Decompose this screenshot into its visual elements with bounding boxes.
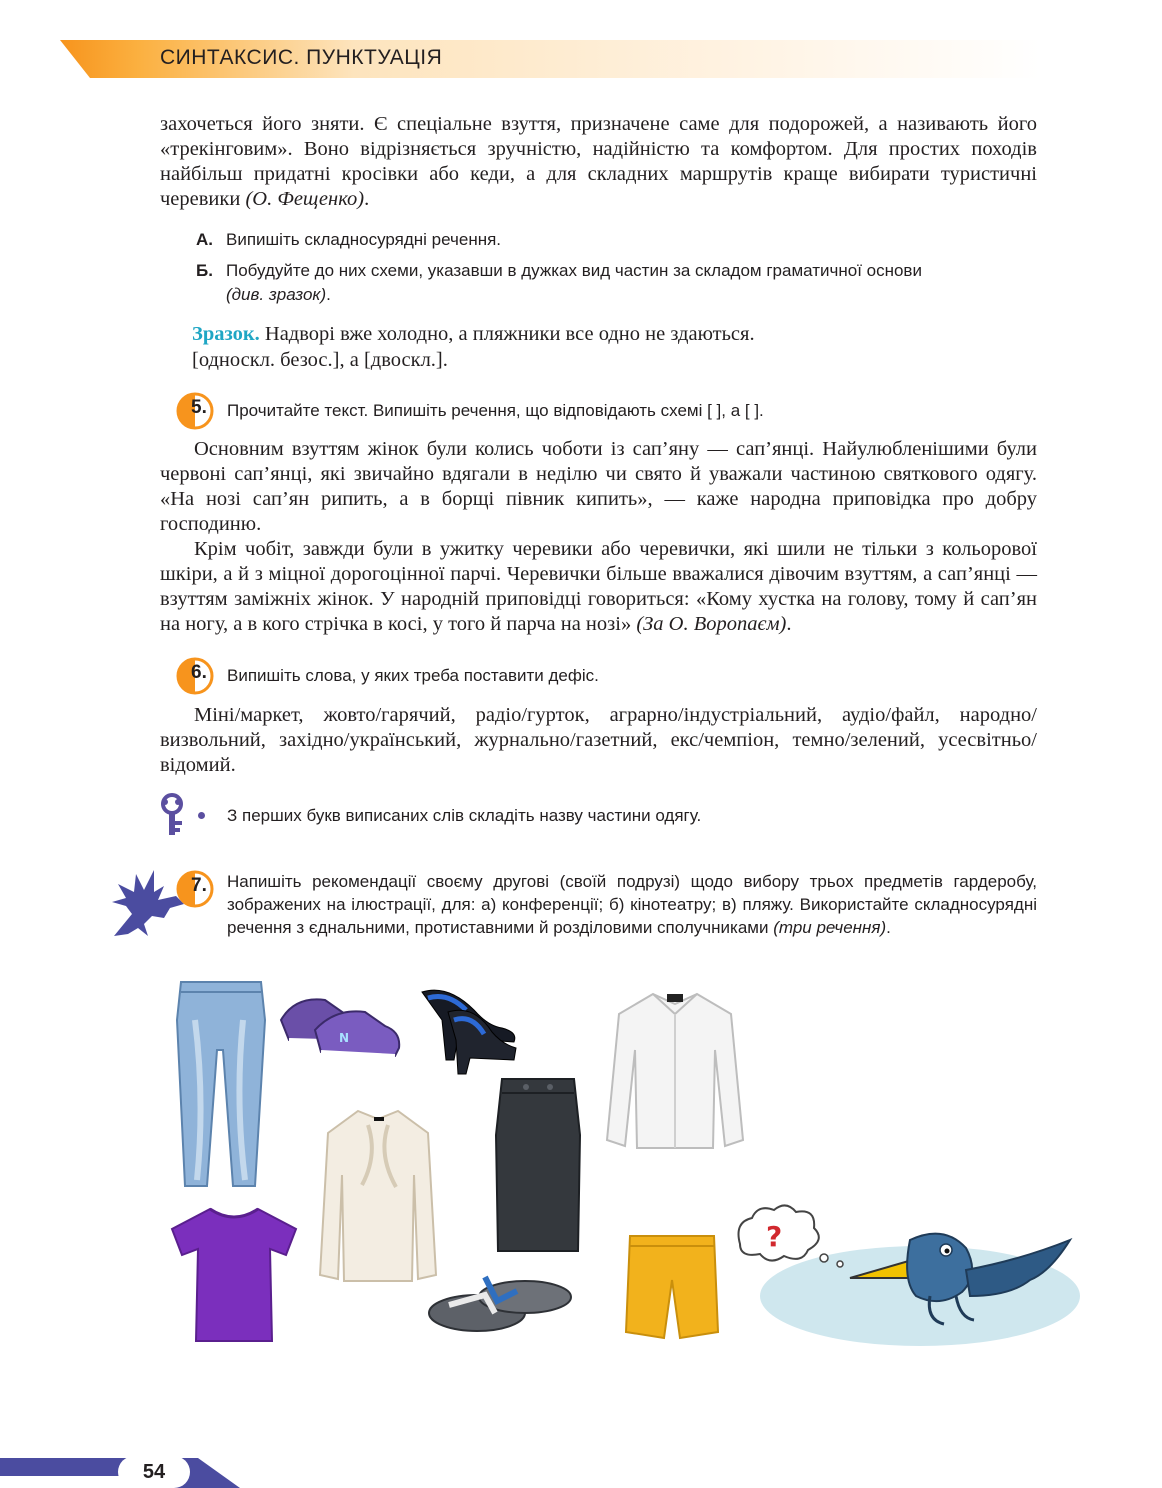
pencil-skirt-image — [492, 1075, 584, 1255]
sample-text: Надворі вже холодно, а пляжники все одно не здаються. — [264, 323, 755, 345]
exercise-5-paragraph-2 — [160, 537, 1037, 637]
exercise-7-instruction-text: Напишіть рекомендації своєму другові (своїй подрузі) щодо вибору трьох предметів гардеробу, зображених на ілюстрації, для: а) конференції; б) кінотеатру; в) пляжу. Використайте складносурядні речення з єднальними, протиставними й розділовими сполучниками — [227, 872, 1037, 937]
sample-scheme: [односкл. безос.], а [двоскл.]. — [192, 349, 448, 371]
shorts-image — [624, 1232, 720, 1344]
exercise-5-paragraph-1: Основним взуттям жінок були колись чоботи із сап’яну — сап’янці. Найулюбленішими були червоні сап’янці, які звичайно вдягали в неділю чи свято й уважали частиною святкового одягу. «На нозі сап’ян рипить, а в борщі півник кипить», — каже народна приповідка про добру господиню. — [160, 438, 1037, 535]
sneakers-image — [275, 990, 405, 1070]
task-a — [196, 228, 1038, 252]
svg-text:N: N — [339, 1031, 350, 1045]
exercise-7-end: . — [886, 918, 891, 937]
task-b-hint: (див. зразок) — [226, 285, 327, 304]
task-b-label: Б. — [196, 261, 213, 280]
jeans-image — [175, 980, 267, 1190]
bullet-dot — [198, 812, 205, 819]
exercise-5-paragraph-2-text: Крім чобіт, завжди були в ужитку черевики або черевички, які шили не тільки з кольорової шкіри, а й з міцної дорогоцінної парчі. Черевички більше вважалися дівочим взуттям, а сап’янці — взуттям заміжніх жінок. У народній приповідці говориться: «Кому хустка на голову, тому й сап’ян на ногу, а в кого стрічка в косі, у того й парча на нозі» — [160, 538, 1037, 635]
exercise-5-source: (За О. Воропаєм) — [636, 613, 787, 635]
exercise-6-badge — [176, 657, 214, 695]
exercise-5-badge — [176, 392, 214, 430]
task-b-end: . — [326, 285, 331, 304]
page-number: 54 — [118, 1456, 190, 1488]
exercise-7-badge — [176, 870, 214, 908]
white-shirt-image — [603, 990, 747, 1152]
exercise-7-number: 7. — [191, 875, 207, 896]
exercise-5-end: . — [786, 613, 792, 635]
exercise-7-instruction — [227, 870, 1037, 939]
sample-label: Зразок. — [192, 323, 260, 345]
footer-bar — [0, 1458, 130, 1476]
intro-paragraph — [160, 112, 1037, 212]
intro-source: (О. Фещенко) — [245, 188, 365, 210]
heels-image — [418, 980, 522, 1076]
page-header-title: СИНТАКСИС. ПУНКТУАЦІЯ — [160, 46, 443, 69]
task-b — [196, 259, 1038, 307]
sample-block — [192, 321, 1042, 373]
task-a-text: Випишіть складносурядні речення. — [226, 230, 502, 249]
svg-text:?: ? — [766, 1220, 783, 1253]
intro-end: . — [364, 188, 370, 210]
t-shirt-image — [168, 1205, 300, 1345]
exercise-5-instruction: Прочитайте текст. Випишіть речення, що відповідають схемі [ ], а [ ]. — [227, 401, 764, 420]
key-task: З перших букв виписаних слів складіть назву частини одягу. — [227, 806, 702, 825]
exercise-5-number: 5. — [191, 397, 207, 418]
exercise-6-words: Міні/маркет, жовто/гарячий, радіо/гурток, аграрно/індустріальний, аудіо/файл, народно/визвольний, західно/український, журнально/газетний, екс/чемпіон, темно/зелений, усесвітньо/відомий. — [160, 704, 1037, 776]
exercise-6-instruction: Випишіть слова, у яких треба поставити дефіс. — [227, 666, 599, 685]
thinking-crow-image — [730, 1200, 1080, 1348]
intro-text: захочеться його зняти. Є спеціальне взуття, призначене саме для подорожей, а називають його «трекінговим». Воно відрізняється зручністю, надійністю та комфортом. Для простих походів найбільш придатні кросівки або кеди, а для складних маршрутів краще вибирати туристичні черевики — [160, 113, 1037, 210]
key-icon — [157, 793, 187, 837]
task-b-text: Побудуйте до них схеми, указавши в дужках вид частин за складом граматичної основи — [226, 261, 922, 280]
exercise-6-number: 6. — [191, 662, 207, 683]
task-a-label: А. — [196, 230, 213, 249]
flip-flops-image — [425, 1265, 575, 1345]
blouse-image — [318, 1105, 438, 1283]
exercise-7-hint: (три речення) — [773, 918, 887, 937]
